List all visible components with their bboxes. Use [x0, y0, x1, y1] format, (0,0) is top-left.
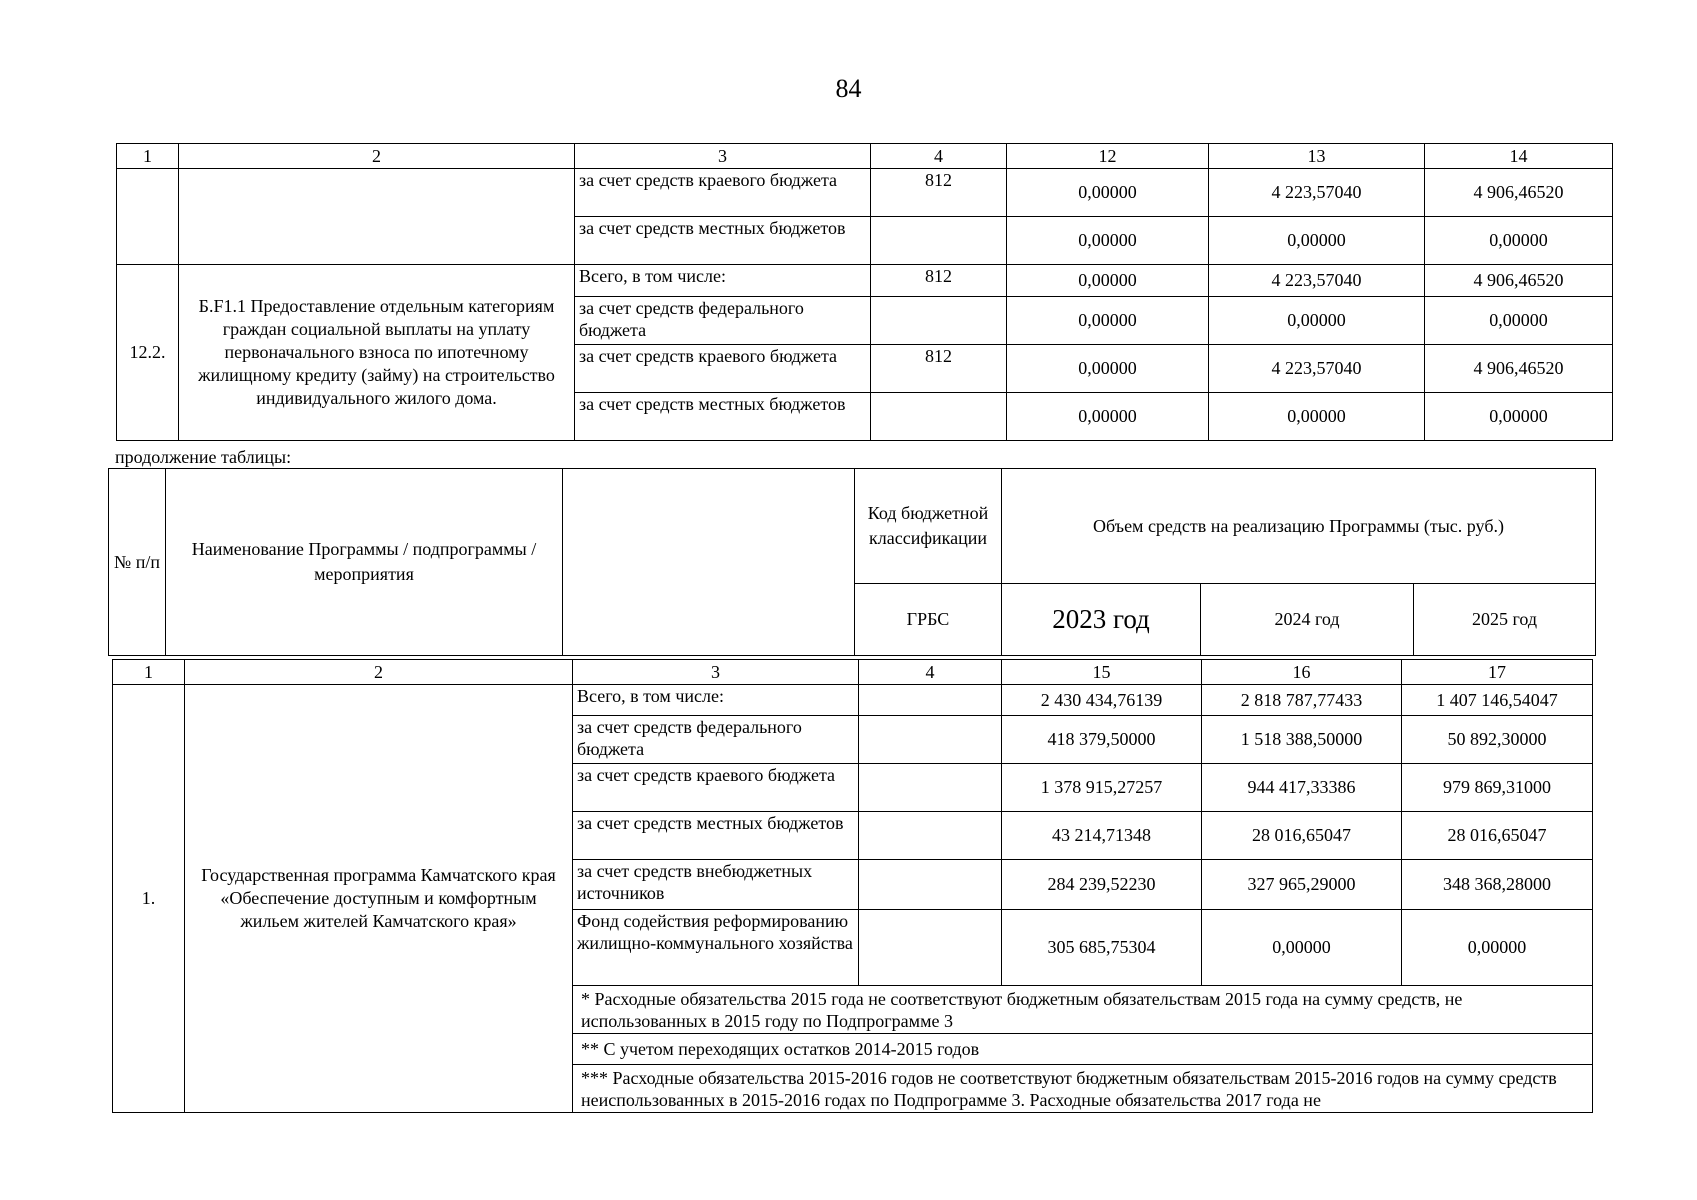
funding-source: за счет средств федерального бюджета	[575, 297, 871, 345]
empty-cell	[859, 860, 1002, 910]
column-number: 14	[1425, 144, 1613, 169]
budget-table-part2	[112, 659, 1593, 1113]
funding-source: за счет средств краевого бюджета	[573, 764, 859, 812]
value-cell: 979 869,31000	[1402, 764, 1593, 812]
budget-code: 812	[871, 345, 1007, 393]
column-number: 2	[185, 660, 573, 685]
column-header-grbs: ГРБС	[855, 584, 1002, 656]
empty-cell	[859, 910, 1002, 986]
value-cell: 50 892,30000	[1402, 716, 1593, 764]
value-cell: 2 430 434,76139	[1002, 685, 1202, 716]
value-cell: 1 518 388,50000	[1202, 716, 1402, 764]
empty-cell	[117, 169, 179, 265]
column-number: 15	[1002, 660, 1202, 685]
continuation-header-table	[108, 468, 1596, 656]
table-header-row	[113, 660, 1593, 685]
value-cell: 43 214,71348	[1002, 812, 1202, 860]
value-cell: 0,00000	[1402, 910, 1593, 986]
column-number: 3	[573, 660, 859, 685]
value-cell: 0,00000	[1007, 169, 1209, 217]
value-cell: 418 379,50000	[1002, 716, 1202, 764]
column-number: 4	[871, 144, 1007, 169]
value-cell: 4 223,57040	[1209, 265, 1425, 297]
funding-source: за счет средств местных бюджетов	[575, 393, 871, 441]
value-cell: 0,00000	[1007, 217, 1209, 265]
value-cell: 1 407 146,54047	[1402, 685, 1593, 716]
budget-table-part1	[116, 143, 1613, 441]
page-number: 84	[835, 74, 862, 103]
table-row	[117, 169, 1613, 217]
empty-cell	[563, 469, 855, 656]
value-cell: 348 368,28000	[1402, 860, 1593, 910]
item-name: Б.F1.1 Предоставление отдельным категориям граждан социальной выплаты на уплату первоначального взноса по ипотечному жилищному кредиту (займу) на строительство индивидуального жилого дома.	[179, 265, 575, 441]
empty-cell	[859, 716, 1002, 764]
column-header-code: Код бюджетной классификации	[855, 469, 1002, 584]
value-cell: 327 965,29000	[1202, 860, 1402, 910]
value-cell: 28 016,65047	[1402, 812, 1593, 860]
column-number: 1	[113, 660, 185, 685]
funding-source: Всего, в том числе:	[573, 685, 859, 716]
value-cell: 0,00000	[1007, 297, 1209, 345]
column-number: 17	[1402, 660, 1593, 685]
column-header-name: Наименование Программы / подпрограммы / мероприятия	[166, 469, 563, 656]
budget-code: 812	[871, 265, 1007, 297]
column-header-number: № п/п	[109, 469, 166, 656]
funding-source: Фонд содействия реформированию жилищно-коммунального хозяйства	[573, 910, 859, 986]
column-number: 16	[1202, 660, 1402, 685]
value-cell: 4 906,46520	[1425, 169, 1613, 217]
column-header-2023: 2023 год	[1002, 584, 1201, 656]
continuation-label: продолжение таблицы:	[115, 447, 292, 467]
table-row	[117, 265, 1613, 297]
value-cell: 0,00000	[1209, 393, 1425, 441]
value-cell: 4 223,57040	[1209, 345, 1425, 393]
footnote: * Расходные обязательства 2015 года не соответствуют бюджетным обязательствам 2015 года на сумму средств, не использованных в 2015 году по Подпрограмме 3	[573, 986, 1593, 1034]
value-cell: 0,00000	[1209, 297, 1425, 345]
value-cell: 4 223,57040	[1209, 169, 1425, 217]
column-number: 2	[179, 144, 575, 169]
column-header-2025: 2025 год	[1414, 584, 1596, 656]
item-number: 12.2.	[117, 265, 179, 441]
value-cell: 4 906,46520	[1425, 265, 1613, 297]
value-cell: 0,00000	[1007, 265, 1209, 297]
table-row	[113, 685, 1593, 716]
value-cell: 0,00000	[1007, 393, 1209, 441]
empty-cell	[859, 764, 1002, 812]
column-number: 12	[1007, 144, 1209, 169]
column-number: 3	[575, 144, 871, 169]
value-cell: 0,00000	[1425, 217, 1613, 265]
value-cell: 0,00000	[1425, 393, 1613, 441]
column-header-volume: Объем средств на реализацию Программы (тыс. руб.)	[1002, 469, 1596, 584]
value-cell: 305 685,75304	[1002, 910, 1202, 986]
budget-code	[871, 393, 1007, 441]
header-row	[109, 469, 1596, 584]
empty-cell	[859, 812, 1002, 860]
funding-source: за счет средств местных бюджетов	[575, 217, 871, 265]
funding-source: за счет средств краевого бюджета	[575, 169, 871, 217]
item-name: Государственная программа Камчатского края «Обеспечение доступным и комфортным жильем жителей Камчатского края»	[185, 685, 573, 1113]
footnote: *** Расходные обязательства 2015-2016 годов не соответствуют бюджетным обязательствам 2015-2016 годов на сумму средств неиспользованных в 2015-2016 годах по Подпрограмме 3. Расходные обязательства 2017 года не	[573, 1065, 1593, 1113]
budget-code	[871, 297, 1007, 345]
value-cell: 4 906,46520	[1425, 345, 1613, 393]
funding-source: за счет средств внебюджетных источников	[573, 860, 859, 910]
footnote: ** С учетом переходящих остатков 2014-2015 годов	[573, 1034, 1593, 1065]
value-cell: 0,00000	[1425, 297, 1613, 345]
value-cell: 1 378 915,27257	[1002, 764, 1202, 812]
column-number: 4	[859, 660, 1002, 685]
empty-cell	[859, 685, 1002, 716]
empty-cell	[179, 169, 575, 265]
budget-code: 812	[871, 169, 1007, 217]
value-cell: 284 239,52230	[1002, 860, 1202, 910]
funding-source: Всего, в том числе:	[575, 265, 871, 297]
column-header-2024: 2024 год	[1201, 584, 1414, 656]
item-number: 1.	[113, 685, 185, 1113]
funding-source: за счет средств федерального бюджета	[573, 716, 859, 764]
value-cell: 944 417,33386	[1202, 764, 1402, 812]
value-cell: 0,00000	[1209, 217, 1425, 265]
value-cell: 0,00000	[1007, 345, 1209, 393]
funding-source: за счет средств местных бюджетов	[573, 812, 859, 860]
column-number: 13	[1209, 144, 1425, 169]
table-header-row	[117, 144, 1613, 169]
column-number: 1	[117, 144, 179, 169]
value-cell: 28 016,65047	[1202, 812, 1402, 860]
funding-source: за счет средств краевого бюджета	[575, 345, 871, 393]
value-cell: 0,00000	[1202, 910, 1402, 986]
budget-code	[871, 217, 1007, 265]
value-cell: 2 818 787,77433	[1202, 685, 1402, 716]
